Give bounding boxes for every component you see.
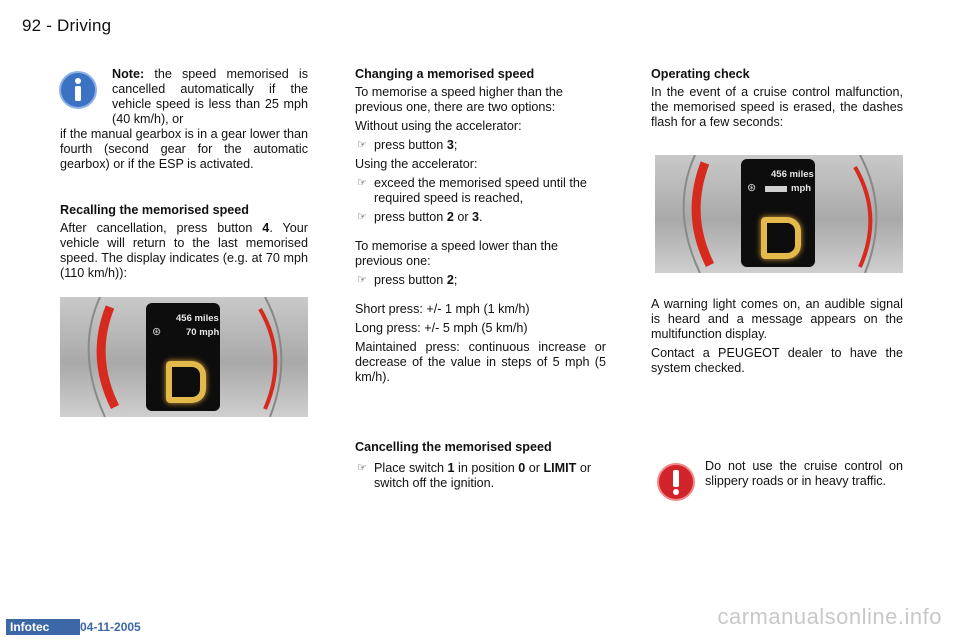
short-press: Short press: +/- 1 mph (1 km/h) bbox=[355, 302, 530, 316]
changing-section bbox=[355, 67, 606, 389]
changing-heading: Changing a memorised speed bbox=[355, 67, 535, 81]
info-icon bbox=[58, 70, 98, 115]
arrow-bullet-icon: ☞ bbox=[357, 274, 367, 286]
cruise-icon: ⊛ bbox=[152, 326, 162, 338]
footer-date: 04-11-2005 bbox=[80, 620, 141, 634]
cancel-heading: Cancelling the memorised speed bbox=[355, 440, 552, 454]
speed-text: 70 mph bbox=[186, 327, 220, 338]
infotec-logo: Infotec bbox=[6, 619, 80, 635]
using-accelerator: Using the accelerator: bbox=[355, 157, 478, 171]
arrow-bullet-icon: ☞ bbox=[357, 177, 367, 189]
bullet-exceed: ☞ exceed the memorised speed until the required speed is reached, bbox=[357, 176, 587, 205]
exclamation-icon bbox=[656, 462, 696, 507]
cluster-screen bbox=[741, 159, 815, 267]
cruise-icon: ⊛ bbox=[747, 182, 757, 194]
bullet-press-2: ☞ press button 2; bbox=[357, 273, 458, 287]
arrow-bullet-icon: ☞ bbox=[357, 211, 367, 223]
without-accelerator: Without using the accelerator: bbox=[355, 119, 522, 133]
dashboard-display-image-fault bbox=[655, 155, 903, 273]
cluster-screen bbox=[146, 303, 220, 411]
caution-text: Do not use the cruise control on slippery roads or in heavy traffic. bbox=[705, 459, 903, 488]
dashboard-display-image bbox=[60, 297, 308, 417]
note-text-rest: if the manual gearbox is in a gear lower than fourth (second gear for the automatic gearbox) or if the ESP is activated. bbox=[60, 127, 308, 171]
operating-text: In the event of a cruise control malfunction, the memorised speed is erased, the dashes flash for a few seconds: bbox=[651, 85, 903, 129]
arrow-bullet-icon: ☞ bbox=[357, 462, 367, 474]
note-continued bbox=[60, 127, 308, 172]
odometer-text: 456 miles bbox=[176, 313, 219, 324]
long-press: Long press: +/- 5 mph (5 km/h) bbox=[355, 321, 528, 335]
gear-indicator bbox=[166, 361, 206, 403]
lower-speed-intro: To memorise a speed lower than the previous one: bbox=[355, 239, 559, 268]
recall-heading: Recalling the memorised speed bbox=[60, 203, 249, 217]
operating-section bbox=[651, 67, 903, 134]
maintained-press: Maintained press: continuous increase or decrease of the value in steps of 5 mph (5 km/h). bbox=[355, 340, 606, 384]
warning-text: A warning light comes on, an audible signal is heard and a message appears on the multifunction display. bbox=[651, 297, 903, 341]
watermark: carmanualsonline.info bbox=[717, 604, 942, 629]
note-label: Note: bbox=[112, 67, 145, 81]
recall-section bbox=[60, 203, 308, 285]
arrow-bullet-icon: ☞ bbox=[357, 139, 367, 151]
page-title: 92 - Driving bbox=[22, 16, 112, 35]
bullet-place-switch: ☞ Place switch 1 in position 0 or LIMIT or switch off the ignition. bbox=[357, 461, 592, 490]
bullet-press-2-or-3: ☞ press button 2 or 3. bbox=[357, 210, 483, 224]
bullet-press-3: ☞ press button 3; bbox=[357, 138, 458, 152]
odometer-text: 456 miles bbox=[771, 169, 814, 180]
changing-intro: To memorise a speed higher than the previous one, there are two options: bbox=[355, 85, 563, 114]
contact-text: Contact a PEUGEOT dealer to have the system checked. bbox=[651, 346, 903, 375]
note-block bbox=[112, 67, 308, 127]
note-text: the speed memorised is cancelled automatically if the vehicle speed is less than 25 mph (40 km/h), or bbox=[112, 67, 308, 126]
flashing-dashes bbox=[765, 186, 787, 192]
speed-unit-text: mph bbox=[791, 183, 812, 194]
operating-heading: Operating check bbox=[651, 67, 750, 81]
recall-text: After cancellation, press button 4. Your vehicle will return to the last memorised speed. The display indicates (e.g. at 70 mph (110 km/h)): bbox=[60, 221, 308, 280]
gear-indicator bbox=[761, 217, 801, 259]
warning-section bbox=[651, 297, 903, 380]
cancel-section bbox=[355, 440, 606, 495]
